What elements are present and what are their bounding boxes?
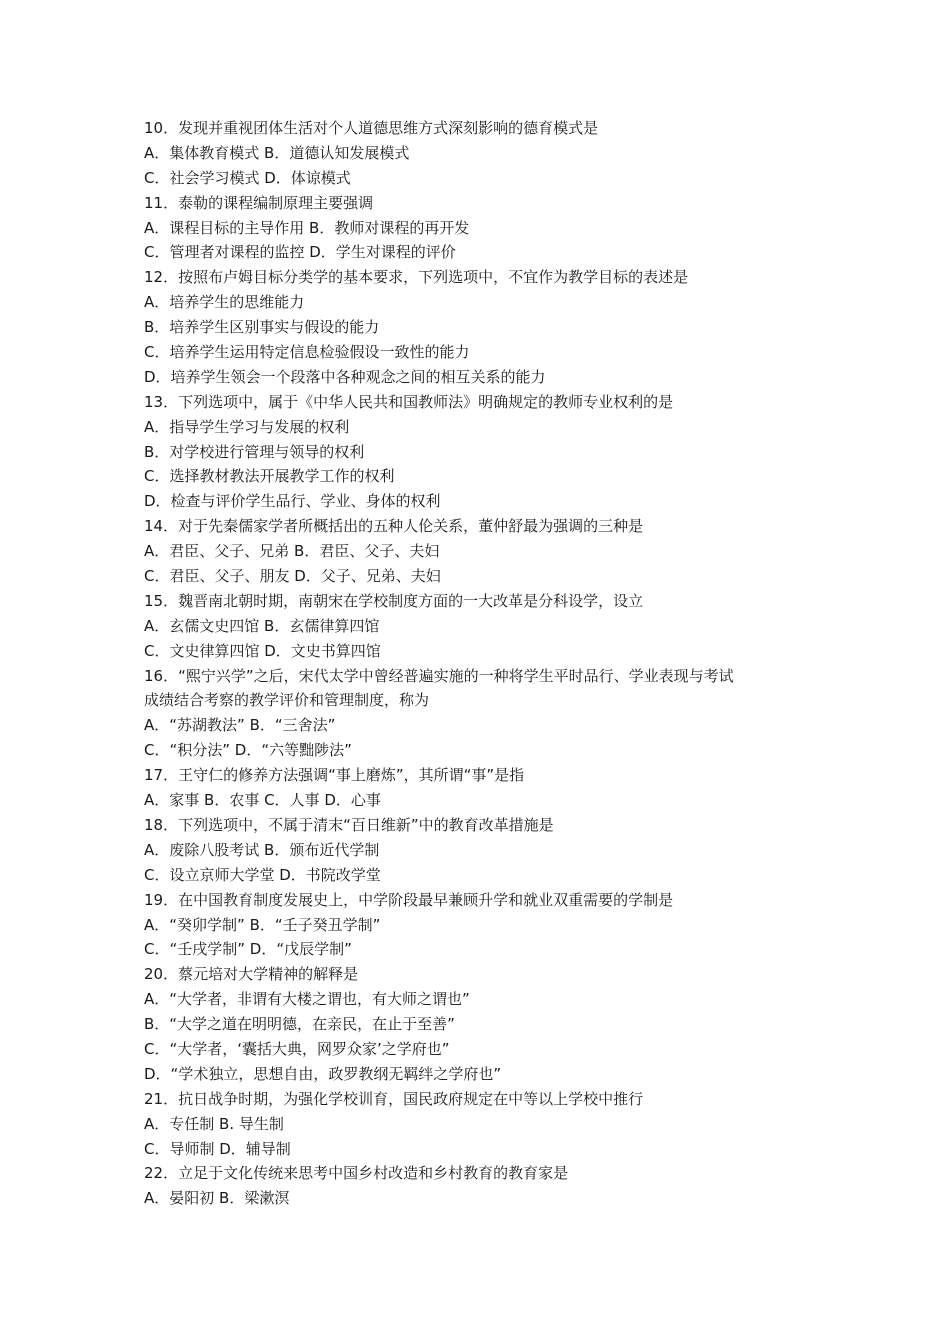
q10-stem: 10．发现并重视团体生活对个人道德思维方式深刻影响的德育模式是 <box>144 119 599 137</box>
q10-options-ab: A．集体教育模式 B．道德认知发展模式 <box>144 143 410 162</box>
q12-option-b: B．培养学生区别事实与假设的能力 <box>144 318 380 337</box>
q16-stem-line1: 16．“熙宁兴学”之后，宋代太学中曾经普遍实施的一种将学生平时品行、学业表现与考试 <box>144 666 734 685</box>
q18-options-cd: C．设立京师大学堂 D．书院改学堂 <box>144 865 381 884</box>
q14-stem: 14．对于先秦儒家学者所概括出的五种人伦关系，董仲舒最为强调的三种是 <box>144 517 644 536</box>
q11-options-cd: C．管理者对课程的监控 D．学生对课程的评价 <box>144 243 456 262</box>
q18-stem: 18．下列选项中，不属于清末“百日维新”中的教育改革措施是 <box>144 815 554 834</box>
q21-options-ab: A．专任制 B. 导生制 <box>144 1114 284 1133</box>
q20-option-d: D．“学术独立，思想自由，政罗教纲无羁绊之学府也” <box>144 1064 502 1083</box>
q20-stem: 20．蔡元培对大学精神的解释是 <box>144 965 359 984</box>
q10-options-cd: C．社会学习模式 D．体谅模式 <box>144 168 351 187</box>
q17-options: A．家事 B．农事 C．人事 D．心事 <box>144 791 381 810</box>
q15-options-cd: C．文史律算四馆 D．文史书算四馆 <box>144 641 381 660</box>
document-page <box>144 116 814 1211</box>
q16-options-ab: A．“苏湖教法” B．“三舍法” <box>144 716 336 735</box>
q20-option-c: C．“大学者，‘囊括大典，网罗众家’之学府也” <box>144 1039 450 1058</box>
q13-stem: 13．下列选项中，属于《中华人民共和国教师法》明确规定的教师专业权利的是 <box>144 392 674 411</box>
q22-options-ab: A．晏阳初 B．梁漱溟 <box>144 1189 290 1208</box>
q17-stem: 17．王守仁的修养方法强调“事上磨炼”，其所谓“事”是指 <box>144 766 525 785</box>
q20-option-b: B．“大学之道在明明德，在亲民，在止于至善” <box>144 1015 455 1034</box>
q18-options-ab: A．废除八股考试 B．颁布近代学制 <box>144 840 380 859</box>
q13-option-a: A．指导学生学习与发展的权利 <box>144 417 350 436</box>
q22-stem: 22．立足于文化传统来思考中国乡村改造和乡村教育的教育家是 <box>144 1164 569 1183</box>
q11-stem: 11．泰勒的课程编制原理主要强调 <box>144 193 374 212</box>
q20-option-a: A．“大学者，非谓有大楼之谓也，有大师之谓也” <box>144 990 470 1009</box>
q15-stem: 15．魏晋南北朝时期，南朝宋在学校制度方面的一大改革是分科设学，设立 <box>144 591 644 610</box>
q19-stem: 19．在中国教育制度发展史上，中学阶段最早兼顾升学和就业双重需要的学制是 <box>144 890 674 909</box>
q19-options-ab: A．“癸卯学制” B．“壬子癸丑学制” <box>144 915 381 934</box>
q12-option-a: A．培养学生的思维能力 <box>144 293 305 312</box>
q11-options-ab: A．课程目标的主导作用 B．教师对课程的再开发 <box>144 218 470 237</box>
q16-options-cd: C．“积分法” D．“六等黜陟法” <box>144 741 352 760</box>
q12-option-c: C．培养学生运用特定信息检验假设一致性的能力 <box>144 343 470 362</box>
q12-option-d: D．培养学生领会一个段落中各种观念之间的相互关系的能力 <box>144 367 546 386</box>
q13-option-b: B．对学校进行管理与领导的权利 <box>144 442 365 461</box>
q19-options-cd: C．“壬戌学制” D．“戊辰学制” <box>144 940 352 959</box>
q13-option-c: C．选择教材教法开展教学工作的权利 <box>144 467 395 486</box>
q16-stem-line2: 成绩结合考察的教学评价和管理制度，称为 <box>144 691 430 710</box>
q15-options-ab: A．玄儒文史四馆 B．玄儒律算四馆 <box>144 616 380 635</box>
q14-options-cd: C．君臣、父子、朋友 D．父子、兄弟、夫妇 <box>144 567 441 586</box>
q13-option-d: D．检查与评价学生品行、学业、身体的权利 <box>144 492 441 511</box>
q12-stem: 12．按照布卢姆目标分类学的基本要求，下列选项中，不宜作为教学目标的表述是 <box>144 268 689 287</box>
q14-options-ab: A．君臣、父子、兄弟 B．君臣、父子、夫妇 <box>144 542 440 561</box>
q21-stem: 21．抗日战争时期，为强化学校训育，国民政府规定在中等以上学校中推行 <box>144 1089 644 1108</box>
q21-options-cd: C．导师制 D．辅导制 <box>144 1139 291 1158</box>
